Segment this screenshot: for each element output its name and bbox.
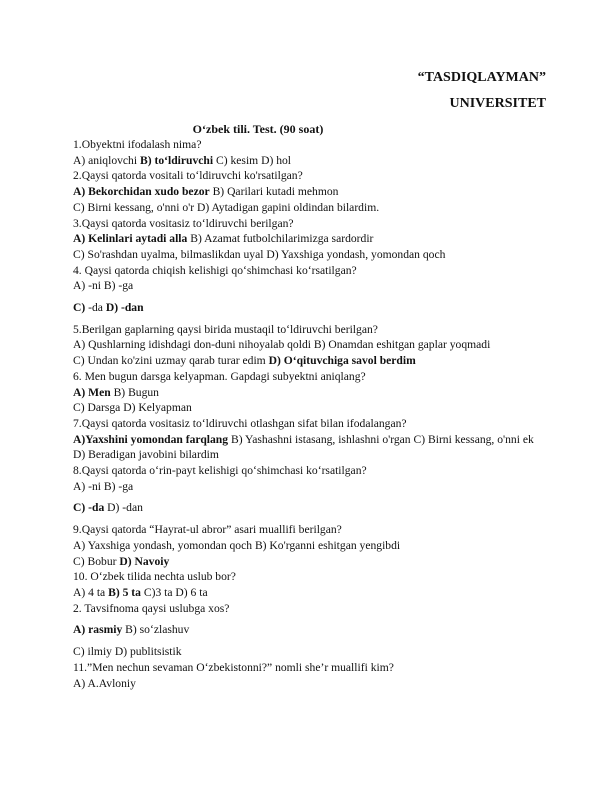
text-line	[73, 200, 545, 216]
text-line	[73, 231, 545, 247]
text-segment: A) Qushlarning idishdagi don-duni nihoyalab qoldi B) Onamdan eshitgan gaplar yoqmadi	[73, 338, 491, 352]
approval-stamp-text: “TASDIQLAYMAN”	[417, 70, 546, 85]
text-segment: A) 4 ta	[73, 585, 109, 599]
text-segment: 4. Qaysi qatorda chiqish kelishigi qo‘shimchasi ko‘rsatilgan?	[73, 263, 357, 277]
text-line	[73, 216, 545, 232]
text-line	[73, 585, 545, 601]
text-segment: 1.Obyektni ifodalash nima?	[73, 138, 202, 151]
text-line	[73, 522, 545, 538]
text-line	[73, 369, 545, 385]
text-line	[73, 322, 545, 338]
text-segment: A) -ni B) -ga	[73, 479, 134, 493]
text-segment: B) Yashashni istasang, ishlashni o'rgan C) Birni kessang, o'nni ek D) Beradigan javobini bilardim	[73, 432, 534, 462]
text-segment: 2. Tavsifnoma qaysi uslubga xos?	[73, 601, 230, 615]
bold-answer: B) to‘ldiruvchi	[139, 153, 214, 167]
text-segment: -da	[85, 301, 106, 315]
text-segment: 3.Qaysi qatorda vositasiz to‘ldiruvchi berilgan?	[73, 216, 294, 230]
text-segment: C) kesim D) hol	[213, 153, 292, 167]
text-line	[73, 153, 545, 169]
text-line	[73, 400, 545, 416]
text-line	[73, 278, 545, 294]
text-segment: 10. O‘zbek tilida nechta uslub bor?	[73, 570, 236, 584]
bold-answer: A) rasmiy	[73, 623, 123, 637]
text-segment: B) Azamat futbolchilarimizga sardordir	[187, 232, 374, 246]
text-segment: B) Qarilari kutadi mehmon	[209, 185, 339, 199]
text-segment: 9.Qaysi qatorda “Hayrat-ul abror” asari muallifi berilgan?	[73, 523, 342, 537]
text-segment: C) Birni kessang, o'nni o'r D) Aytadigan gapini oldindan bilardim.	[73, 200, 380, 214]
text-line	[73, 644, 545, 660]
bold-answer: B) 5 ta	[108, 585, 141, 599]
text-segment: B) Bugun	[110, 385, 159, 399]
text-line	[73, 247, 545, 263]
text-segment: B) so‘zlashuv	[122, 623, 190, 637]
text-segment: C) ilmiy D) publitsistik	[73, 645, 182, 659]
text-segment: C) Bobur	[73, 554, 120, 568]
text-line	[73, 676, 545, 692]
text-segment: C) Undan ko'zini uzmay qarab turar edim	[73, 354, 269, 368]
text-line	[73, 353, 545, 369]
text-line	[73, 601, 545, 617]
test-title-text: O‘zbek tili. Test. (90 soat)	[192, 122, 324, 136]
text-line	[73, 538, 545, 554]
organization-name: UNIVERSITET	[449, 96, 546, 111]
text-segment: 7.Qaysi qatorda vositasiz to‘ldiruvchi otlashgan sifat bilan ifodalangan?	[73, 416, 407, 430]
text-line	[73, 300, 545, 316]
text-line	[73, 479, 545, 495]
text-segment: 5.Berilgan gaplarning qaysi birida mustaqil to‘ldiruvchi berilgan?	[73, 322, 378, 336]
text-line	[73, 463, 545, 479]
text-line	[73, 168, 545, 184]
text-segment: 2.Qaysi qatorda vositali to‘ldiruvchi ko'rsatilgan?	[73, 169, 303, 183]
text-segment: 8.Qaysi qatorda o‘rin-payt kelishigi qo‘shimchasi ko‘rsatilgan?	[73, 464, 367, 478]
text-line	[73, 660, 545, 676]
text-line	[73, 569, 545, 585]
text-segment: 6. Men bugun darsga kelyapman. Gapdagi subyektni aniqlang?	[73, 369, 366, 383]
text-line	[73, 137, 545, 153]
text-segment: D) -dan	[104, 501, 143, 515]
text-line	[73, 622, 545, 638]
text-line	[73, 184, 545, 200]
bold-answer: A) Men	[73, 385, 111, 399]
text-line	[73, 337, 545, 353]
text-line	[73, 416, 545, 432]
bold-answer: C) -da	[73, 501, 105, 515]
text-line	[73, 432, 545, 463]
bold-answer: A)Yaxshini yomondan farqlang	[73, 432, 229, 446]
text-segment: C) Darsga D) Kelyapman	[73, 401, 192, 415]
text-line	[73, 554, 545, 570]
test-title	[0, 122, 612, 137]
text-line	[73, 263, 545, 279]
test-questions	[73, 137, 545, 691]
text-segment: C) So'rashdan uyalma, bilmaslikdan uyal D) Yaxshiga yondash, yomondan qoch	[73, 247, 446, 261]
text-line	[73, 500, 545, 516]
text-line	[73, 385, 545, 401]
bold-answer: A) Kelinlari aytadi alla	[73, 232, 188, 246]
text-segment: A) Yaxshiga yondash, yomondan qoch B) Ko'rganni eshitgan yengibdi	[73, 538, 401, 552]
text-segment: A) A.Avloniy	[73, 676, 136, 690]
bold-answer: D) -dan	[105, 301, 144, 315]
bold-answer: D) O‘qituvchiga savol berdim	[268, 354, 416, 368]
text-segment: C)3 ta D) 6 ta	[140, 585, 208, 599]
text-segment: A) -ni B) -ga	[73, 279, 134, 293]
text-segment: A) aniqlovchi	[73, 153, 140, 167]
bold-answer: C)	[73, 301, 86, 315]
bold-answer: A) Bekorchidan xudo bezor	[73, 185, 210, 199]
bold-answer: D) Navoiy	[119, 554, 170, 568]
text-segment: 11.”Men nechun sevaman O‘zbekistonni?” nomli she’r muallifi kim?	[73, 660, 394, 674]
